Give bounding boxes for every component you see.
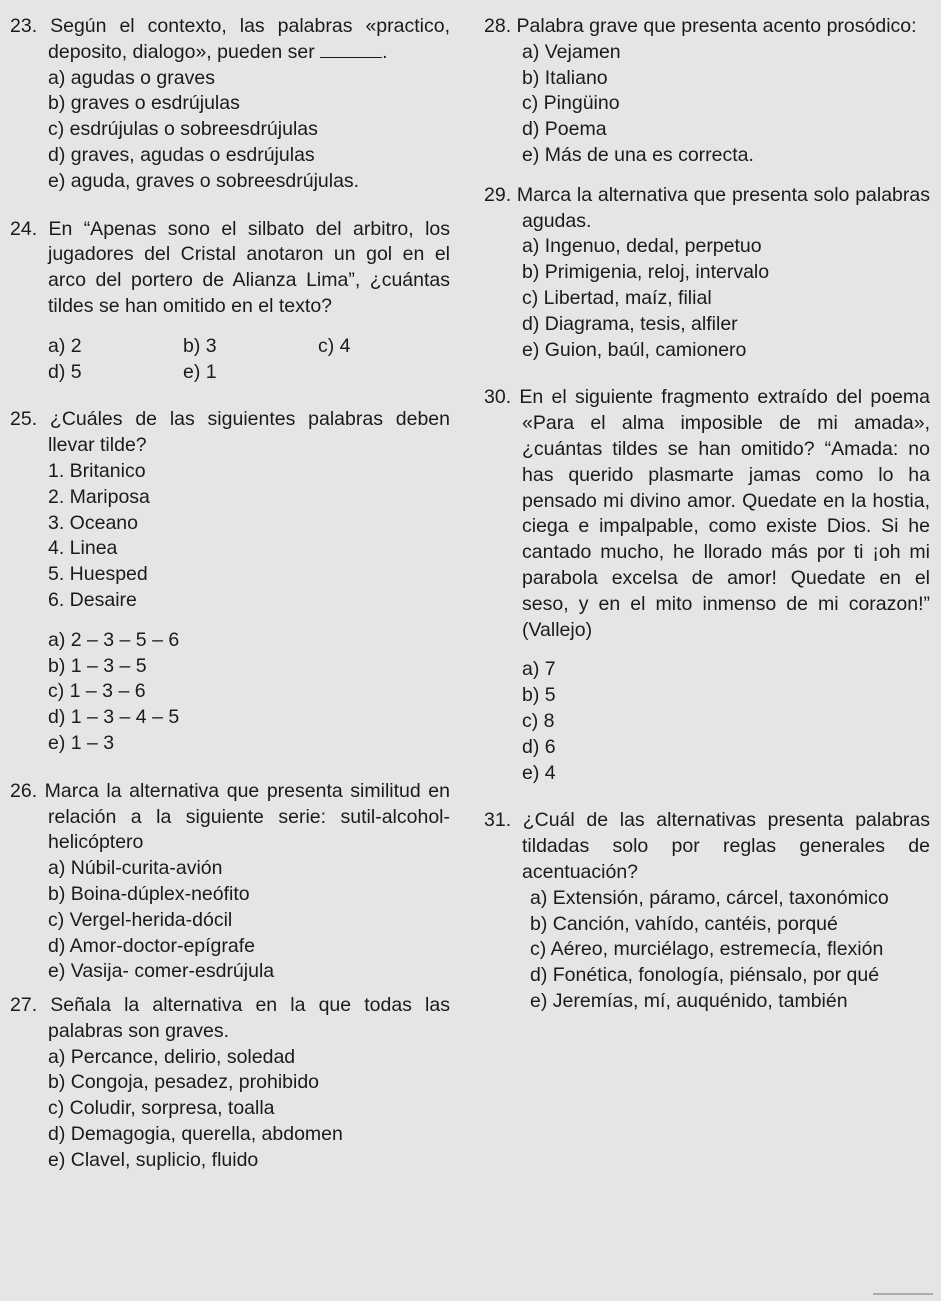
word-item: 6. Desaire xyxy=(48,588,137,611)
option: c) 1 – 3 – 6 xyxy=(48,680,146,703)
option: d) graves, agudas o esdrújulas xyxy=(48,143,315,166)
word-item: 2. Mariposa xyxy=(48,485,150,508)
question-28-stem: 28. Palabra grave que presenta acento prosódico: xyxy=(484,15,917,37)
word-item: 4. Linea xyxy=(48,537,118,560)
option: a) Percance, delirio, soledad xyxy=(48,1045,296,1068)
option: d) 5 xyxy=(48,360,82,383)
option: b) Congoja, pesadez, prohibido xyxy=(48,1071,320,1094)
word-item: 1. Britanico xyxy=(48,459,146,482)
option: c) Coludir, sorpresa, toalla xyxy=(48,1097,275,1120)
question-24 xyxy=(10,217,450,386)
option: c) 8 xyxy=(522,709,555,732)
option: d) 1 – 3 – 4 – 5 xyxy=(48,706,180,729)
question-30 xyxy=(484,385,930,786)
question-23 xyxy=(10,14,450,195)
option: b) Primigenia, reloj, intervalo xyxy=(522,261,770,284)
question-31-stem: 31. ¿Cuál de las alternativas presenta palabras tildadas solo por reglas generales de acentuación? xyxy=(484,809,930,883)
question-24-stem: 24. En “Apenas sono el silbato del arbitro, los jugadores del Cristal anotaron un gol en el arco del portero de Alianza Lima”, ¿cuántas tildes se han omitido en el texto? xyxy=(10,217,450,317)
option: a) 2 – 3 – 5 – 6 xyxy=(48,628,180,651)
question-25-stem: 25. ¿Cuáles de las siguientes palabras deben llevar tilde? xyxy=(10,408,450,457)
option: e) Más de una es correcta. xyxy=(522,143,754,166)
option: c) Libertad, maíz, filial xyxy=(522,286,712,309)
question-25 xyxy=(10,407,450,756)
option: a) Núbil-curita-avión xyxy=(48,857,223,880)
option: a) agudas o graves xyxy=(48,66,215,89)
option: a) 2 xyxy=(48,334,82,357)
option: e) Vasija- comer-esdrújula xyxy=(48,960,275,983)
option: e) Clavel, suplicio, fluido xyxy=(48,1148,259,1171)
option: d) Diagrama, tesis, alfiler xyxy=(522,312,738,335)
word-item: 5. Huesped xyxy=(48,563,148,586)
question-30-stem: 30. En el siguiente fragmento extraído del poema «Para el alma imposible de mi amada», ¿cuántas tildes se han omitido? “Amada: no has querido plasmarte jamas como lo ha pensado mi divino amor. Quedate en la hostia, ciega e impalpable, como existe Dios. Si he cantado mucho, he llorado más por ti ¡oh mi parabola excelsa de amor! Quedate en el seso, y en el mito inmenso de mi corazon!” (Vallejo) xyxy=(484,386,930,641)
option: d) Fonética, fonología, piénsalo, por qué xyxy=(530,964,880,987)
option: a) Ingenuo, dedal, perpetuo xyxy=(522,235,762,258)
option: d) Poema xyxy=(522,118,607,141)
option: a) Extensión, páramo, cárcel, taxonómico xyxy=(530,886,889,909)
option: a) 7 xyxy=(522,658,556,681)
question-31 xyxy=(484,808,930,1014)
option: c) Pingüino xyxy=(522,92,620,115)
option: b) 1 – 3 – 5 xyxy=(48,654,147,677)
question-26-stem: 26. Marca la alternativa que presenta similitud en relación a la siguiente serie: sutil-alcohol-helicóptero xyxy=(10,779,450,854)
question-29 xyxy=(484,183,930,364)
options-grid xyxy=(10,334,450,386)
question-29-stem: 29. Marca la alternativa que presenta solo palabras agudas. xyxy=(484,183,930,232)
option: b) 3 xyxy=(183,334,217,357)
option: b) Boina-dúplex-neófito xyxy=(48,882,250,905)
option: c) 4 xyxy=(318,334,351,357)
option: c) Aéreo, murciélago, estremecía, flexión xyxy=(530,938,884,961)
word-item: 3. Oceano xyxy=(48,511,138,534)
answer-blank xyxy=(320,41,382,58)
option: b) 5 xyxy=(522,684,556,707)
question-26 xyxy=(10,779,450,985)
option: d) Amor-doctor-epígrafe xyxy=(48,934,256,957)
question-23-stem: 23. Según el contexto, las palabras «practico, deposito, dialogo», pueden ser . xyxy=(10,15,450,63)
option: a) Vejamen xyxy=(522,40,621,63)
question-28 xyxy=(484,14,930,169)
option: d) Demagogia, querella, abdomen xyxy=(48,1123,343,1146)
option: d) 6 xyxy=(522,735,556,758)
option: e) Jeremías, mí, auquénido, también xyxy=(530,989,848,1012)
option: e) 1 – 3 xyxy=(48,731,115,754)
option: c) esdrújulas o sobreesdrújulas xyxy=(48,118,318,141)
option: e) 1 xyxy=(183,360,217,383)
option: b) graves o esdrújulas xyxy=(48,92,240,115)
right-column xyxy=(484,14,930,1015)
option: b) Canción, vahído, cantéis, porqué xyxy=(530,912,838,935)
option: e) Guion, baúl, camionero xyxy=(522,338,747,361)
question-27-stem: 27. Señala la alternativa en la que todas las palabras son graves. xyxy=(10,994,450,1042)
option: c) Vergel-herida-dócil xyxy=(48,908,233,931)
option: b) Italiano xyxy=(522,66,608,89)
page-footer-mark xyxy=(873,1293,933,1301)
option: e) 4 xyxy=(522,761,556,784)
left-column xyxy=(10,14,450,1174)
option: e) aguda, graves o sobreesdrújulas. xyxy=(48,169,360,192)
question-27 xyxy=(10,993,450,1174)
